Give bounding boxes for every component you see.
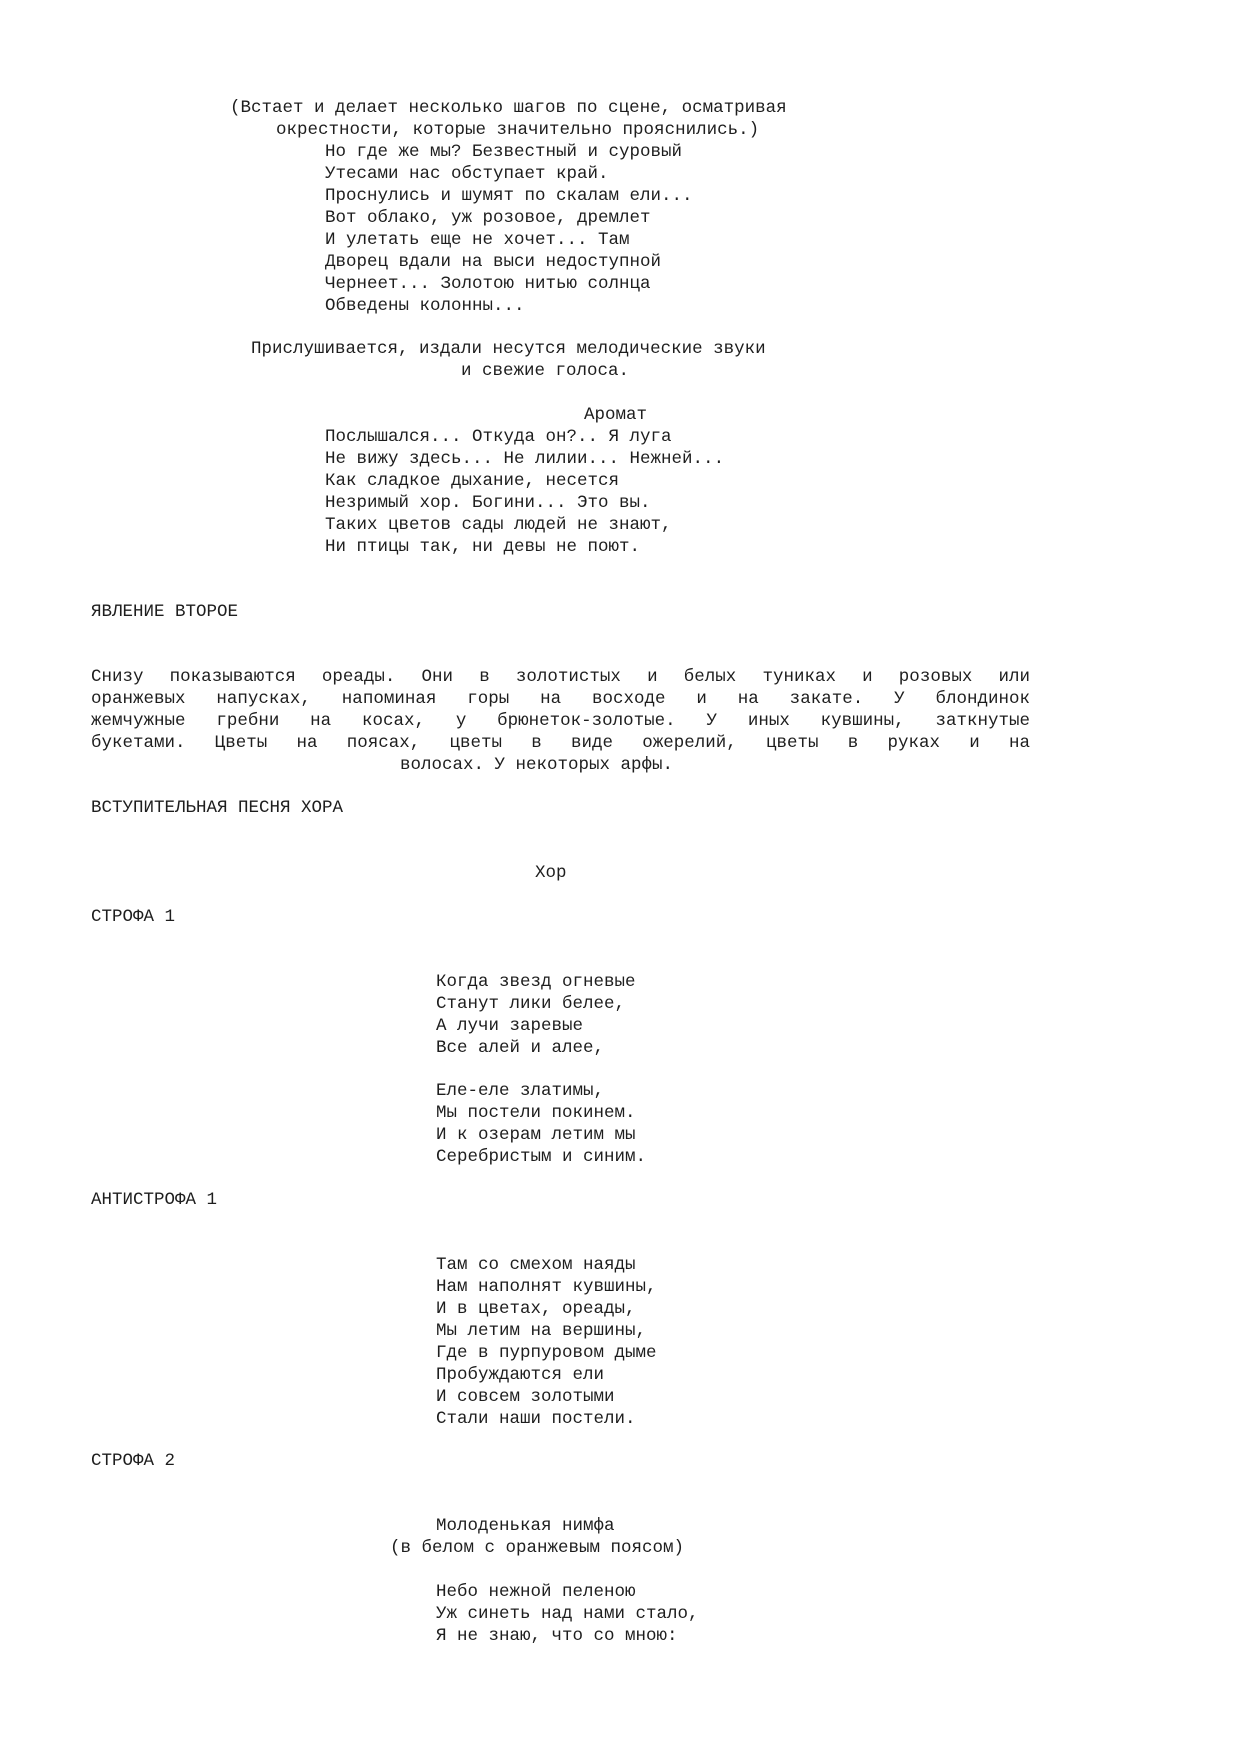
verse-line: Там со смехом наяды xyxy=(436,1255,636,1275)
scene-heading: ЯВЛЕНИЕ ВТОРОЕ xyxy=(91,602,239,622)
verse-line: Как сладкое дыхание, несется xyxy=(325,471,620,491)
verse-line: Но где же мы? Безвестный и суровый xyxy=(325,142,683,162)
verse-line: Нам наполнят кувшины, xyxy=(436,1277,657,1297)
verse-line: Уж синеть над нами стало, xyxy=(436,1604,699,1624)
verse-line: Стали наши постели. xyxy=(436,1409,636,1429)
verse-line: Небо нежной пеленою xyxy=(436,1582,636,1602)
verse-line: Послышался... Откуда он?.. Я луга xyxy=(325,427,672,447)
verse-line: Проснулись и шумят по скалам ели... xyxy=(325,186,693,206)
speaker-name: Хор xyxy=(535,863,567,883)
verse-line: И совсем золотыми xyxy=(436,1387,615,1407)
verse-line: Пробуждаются ели xyxy=(436,1365,605,1385)
verse-line: Я не знаю, что со мною: xyxy=(436,1626,678,1646)
description-line: букетами. Цветы на поясах, цветы в виде ожерелий, цветы в руках и на xyxy=(91,733,1030,753)
verse-line: Утесами нас обступает край. xyxy=(325,164,609,184)
speaker-note: (в белом с оранжевым поясом) xyxy=(390,1538,685,1558)
strophe-heading: СТРОФА 1 xyxy=(91,907,176,927)
verse-line: Таких цветов сады людей не знают, xyxy=(325,515,672,535)
verse-line: Серебристым и синим. xyxy=(436,1147,647,1167)
verse-line: И в цветах, ореады, xyxy=(436,1299,636,1319)
strophe-heading: СТРОФА 2 xyxy=(91,1451,176,1471)
verse-line: Вот облако, уж розовое, дремлет xyxy=(325,208,651,228)
verse-line: И улетать еще не хочет... Там xyxy=(325,230,630,250)
stage-direction-line: и свежие голоса. xyxy=(461,361,630,381)
description-line: Снизу показываются ореады. Они в золотистых и белых туниках и розовых или xyxy=(91,667,1030,687)
stage-direction-line: окрестности, которые значительно прояснились.) xyxy=(276,120,760,140)
verse-line: А лучи заревые xyxy=(436,1016,584,1036)
strophe-heading: АНТИСТРОФА 1 xyxy=(91,1190,218,1210)
stage-direction-line: Прислушивается, издали несутся мелодические звуки xyxy=(251,339,766,359)
description-line: оранжевых напусках, напоминая горы на восходе и на закате. У блондинок xyxy=(91,689,1030,709)
verse-line: Все алей и алее, xyxy=(436,1038,605,1058)
verse-line: И к озерам летим мы xyxy=(436,1125,636,1145)
verse-line: Еле-еле златимы, xyxy=(436,1081,605,1101)
section-title: ВСТУПИТЕЛЬНАЯ ПЕСНЯ ХОРА xyxy=(91,798,344,818)
stage-direction-line: (Встает и делает несколько шагов по сцене, осматривая xyxy=(230,98,787,118)
verse-line: Обведены колонны... xyxy=(325,296,525,316)
description-line: волосах. У некоторых арфы. xyxy=(400,755,674,775)
verse-line: Где в пурпуровом дыме xyxy=(436,1343,657,1363)
speaker-name: Молоденькая нимфа xyxy=(436,1516,615,1536)
speaker-name: Аромат xyxy=(584,405,648,425)
verse-line: Мы летим на вершины, xyxy=(436,1321,647,1341)
verse-line: Дворец вдали на выси недоступной xyxy=(325,252,662,272)
verse-line: Станут лики белее, xyxy=(436,994,626,1014)
verse-line: Не вижу здесь... Не лилии... Нежней... xyxy=(325,449,725,469)
verse-line: Когда звезд огневые xyxy=(436,972,636,992)
verse-line: Чернеет... Золотою нитью солнца xyxy=(325,274,651,294)
description-line: жемчужные гребни на косах, у брюнеток-золотые. У иных кувшины, заткнутые xyxy=(91,711,1030,731)
verse-line: Незримый хор. Богини... Это вы. xyxy=(325,493,651,513)
verse-line: Мы постели покинем. xyxy=(436,1103,636,1123)
verse-line: Ни птицы так, ни девы не поют. xyxy=(325,537,641,557)
